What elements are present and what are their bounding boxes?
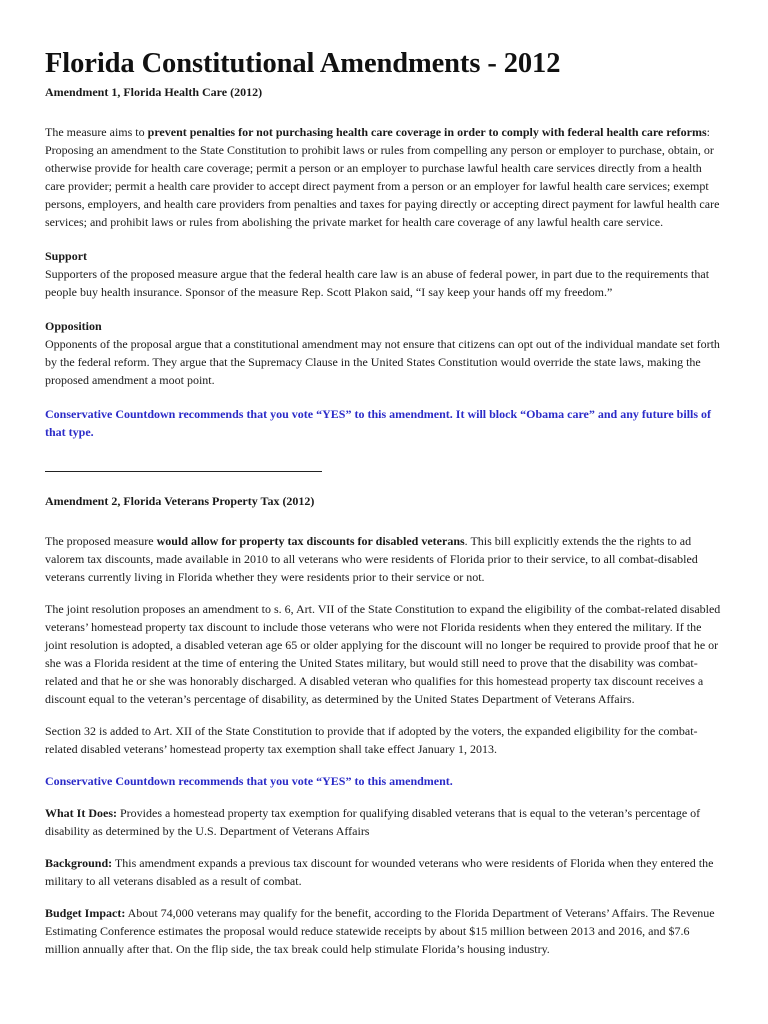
amendment-1-recommendation: Conservative Countdown recommends that you vote “YES” to this amendment. It will block “Obama care” and any future bills of that type. bbox=[45, 407, 712, 439]
amendment-2-heading: Amendment 2, Florida Veterans Property Tax (2012) bbox=[45, 494, 315, 508]
amendment-1-aims: The measure aims to prevent penalties for not purchasing health care coverage in order to comply with federal health care reforms: bbox=[45, 125, 711, 139]
budget-impact: Budget Impact: About 74,000 veterans may qualify for the benefit, according to the Florida Department of Veterans’ Affairs. The Revenue Estimating Conference estimates the proposal would reduce statewide receipts by about $15 million between 2013 and 2016, and $7.6 million annually after that. On the flip side, the tax break could help stimulate Florida’s housing industry. bbox=[45, 906, 715, 956]
amendment-2-para-1-bold: would allow for property tax discounts for disabled veterans bbox=[156, 534, 465, 548]
background-label: Background: bbox=[45, 856, 113, 870]
amendment-1-body: Proposing an amendment to the State Constitution to prohibit laws or rules from compelling any person or employer to purchase, obtain, or otherwise provide for health care coverage; permit a person or an employer to purchase lawful health care services directly from a health care provider; permit a health care provider to accept direct payment from a person or an employer for lawful health care services; exempt persons, employers, and health care providers from penalties and taxes for paying directly or accepting direct payment for lawful health care services; and prohibit laws or rules from abolishing the private market for health care coverage of any lawful health care service. bbox=[45, 143, 720, 229]
opposition-heading: Opposition bbox=[45, 319, 102, 333]
amendment-2-para-2: The joint resolution proposes an amendment to s. 6, Art. VII of the State Constitution to expand the eligibility of the combat-related disabled veterans’ homestead property tax discount to include those veterans who were not Florida residents when they entered the military. If the joint resolution is adopted, a disabled veteran age 65 or older applying for the discount will no longer be required to provide proof that he or she was a Florida resident at the time of entering the United States military, but would still need to prove that the disability was combat-related and that he or she was honorably discharged. A disabled veteran who qualifies for this homestead property tax discount receives a discount equal to the veteran’s percentage of disability, as determined by the United States Department of Veterans Affairs. bbox=[45, 602, 721, 706]
amendment-2-para-1: The proposed measure would allow for property tax discounts for disabled veterans. This bill explicitly extends the the rights to ad valorem tax discounts, made available in 2010 to all veterans who were residents of Florida prior to their service, to all combat-disabled veterans currently living in Florida whether they were residents prior to their service or not. bbox=[45, 534, 698, 584]
amendment-2-para-3: Section 32 is added to Art. XII of the State Constitution to provide that if adopted by the voters, the expanded eligibility for the combat-related disabled veterans’ homestead property tax exemption shall take effect January 1, 2013. bbox=[45, 724, 698, 756]
opposition-text: Opponents of the proposal argue that a constitutional amendment may not ensure that citizens can opt out of the individual mandate set forth by the federal reform. They argue that the Supremacy Clause in the United States Constitution would override the state laws, making the proposed amendment a moot point. bbox=[45, 337, 720, 387]
support-heading: Support bbox=[45, 249, 88, 263]
what-it-does-label: What It Does: bbox=[45, 806, 117, 820]
amendment-1-aims-bold: prevent penalties for not purchasing health care coverage in order to comply with federal health care reforms bbox=[147, 125, 707, 139]
page-title: Florida Constitutional Amendments - 2012 bbox=[45, 48, 561, 79]
amendment-1-heading: Amendment 1, Florida Health Care (2012) bbox=[45, 85, 263, 99]
support-text: Supporters of the proposed measure argue that the federal health care law is an abuse of federal power, in part due to the requirements that people buy health insurance. Sponsor of the measure Rep. Scott Plakon said, “I say keep your hands off my freedom.” bbox=[45, 267, 710, 299]
background: Background: This amendment expands a previous tax discount for wounded veterans who were residents of Florida when they entered the military to all veterans disabled as a result of combat. bbox=[45, 856, 714, 888]
amendment-2-recommendation: Conservative Countdown recommends that you vote “YES” to this amendment. bbox=[45, 774, 453, 788]
section-divider bbox=[45, 471, 322, 472]
budget-impact-label: Budget Impact: bbox=[45, 906, 126, 920]
what-it-does: What It Does: Provides a homestead property tax exemption for qualifying disabled veterans that is equal to the veteran’s percentage of disability as determined by the U.S. Department of Veterans Affairs bbox=[45, 806, 701, 838]
